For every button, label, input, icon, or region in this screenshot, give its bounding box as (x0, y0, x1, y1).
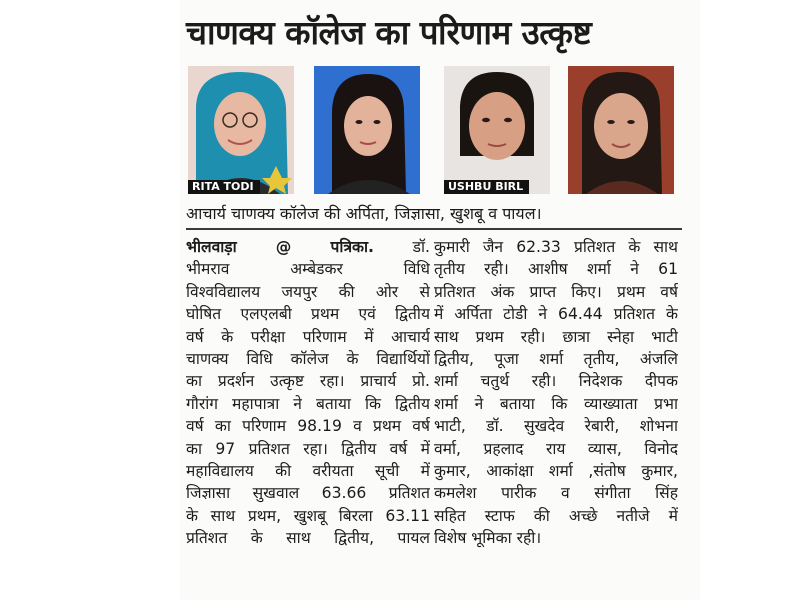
article-line: साथ प्रथम रही। छात्रा स्नेहा भाटी (434, 327, 678, 346)
article-line: वर्मा, प्रहलाद राय व्यास, विनोद (434, 439, 678, 458)
student-photo-3 (444, 66, 550, 194)
article-line: शर्मा ने बताया कि व्याख्याता प्रभा (434, 394, 678, 413)
headline: चाणक्य कॉलेज का परिणाम उत्कृष्ट (186, 13, 592, 52)
portrait-image (314, 66, 420, 194)
article-column-2 (434, 236, 678, 549)
article-line: द्वितीय, पूजा शर्मा तृतीय, अंजलि (434, 349, 678, 368)
article-line: वर्ष का परिणाम 98.19 व प्रथम वर्ष (186, 417, 430, 436)
article-line: गौरांग महापात्रा ने बताया कि द्वितीय (186, 394, 430, 413)
article-line: वर्ष के परीक्षा परिणाम में आचार्य (186, 327, 430, 346)
article-line: का प्रदर्शन उत्कृष्ट रहा। प्राचार्य प्रो. (186, 372, 430, 391)
article-line: कुमार, आकांक्षा शर्मा ,संतोष कुमार, (434, 461, 678, 480)
article-line: जिज्ञासा सुखवाल 63.66 प्रतिशत (186, 484, 430, 503)
article-line: भीलवाड़ा @ पत्रिका. डॉ. (186, 238, 430, 256)
article-line: विशेष भूमिका रही। (434, 529, 542, 548)
article-column-1 (186, 236, 430, 549)
photo-name-tag: USHBU BIRL (444, 180, 529, 194)
photo-name-tag: RITA TODI (188, 180, 260, 194)
article-line: महाविद्यालय की वरीयता सूची में (186, 461, 430, 480)
article-line: में अर्पिता टोडी ने 64.44 प्रतिशत के (434, 305, 678, 324)
article-line: भीमराव अम्बेडकर विधि (186, 260, 430, 279)
article-line: का 97 प्रतिशत रहा। द्वितीय वर्ष में (186, 439, 430, 458)
article-line: के साथ प्रथम, खुशबू बिरला 63.11 (186, 506, 430, 525)
dateline: भीलवाड़ा @ पत्रिका. (186, 238, 374, 256)
article-line: तृतीय रही। आशीष शर्मा ने 61 (434, 260, 678, 279)
student-photo-4 (568, 66, 674, 194)
photo-caption: आचार्य चाणक्य कॉलेज की अर्पिता, जिज्ञासा, खुशबू व पायल। (186, 200, 682, 230)
student-photo-1 (188, 66, 294, 194)
student-photo-2 (314, 66, 420, 194)
article-line: घोषित एलएलबी प्रथम एवं द्वितीय (186, 305, 430, 324)
article-line: कुमारी जैन 62.33 प्रतिशत के साथ (434, 238, 678, 256)
article-line: चाणक्य विधि कॉलेज के विद्यार्थियों (186, 349, 430, 368)
portrait-image (188, 66, 294, 194)
article-line: सहित स्टाफ की अच्छे नतीजे में (434, 506, 678, 525)
article-line: शर्मा चतुर्थ रही। निदेशक दीपक (434, 372, 678, 391)
portrait-image (444, 66, 550, 194)
article-line: विश्वविद्यालय जयपुर की ओर से (186, 282, 430, 301)
article-line: कमलेश पारीक व संगीता सिंह (434, 484, 678, 503)
article-line: भाटी, डॉ. सुखदेव रेबारी, शोभना (434, 417, 678, 436)
article-line: प्रतिशत अंक प्राप्त किए। प्रथम वर्ष (434, 282, 678, 301)
portrait-image (568, 66, 674, 194)
article-line: प्रतिशत के साथ द्वितीय, पायल (186, 529, 430, 548)
